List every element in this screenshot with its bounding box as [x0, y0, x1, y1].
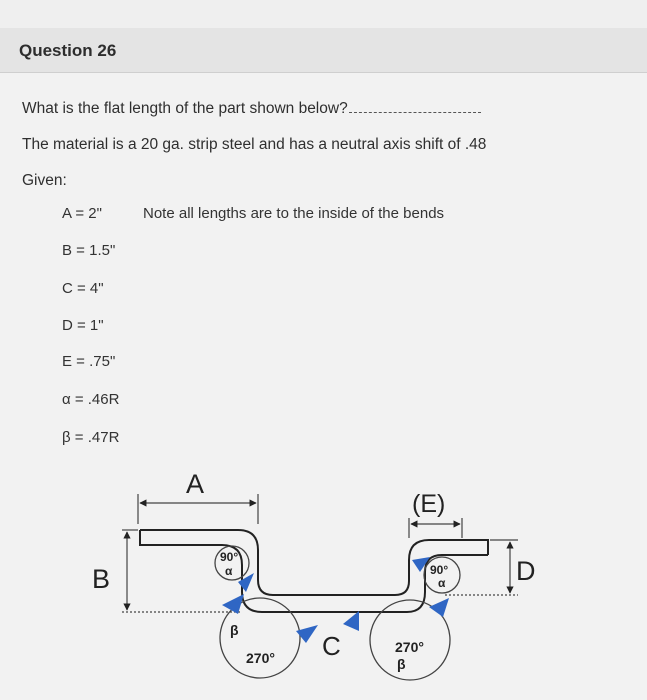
label-c: C	[322, 631, 341, 661]
label-a: A	[186, 469, 205, 499]
bend-left-angle: 90°	[220, 550, 239, 564]
angle-270-left: 270°	[246, 650, 275, 666]
prompt-text: What is the flat length of the part shown below?	[22, 100, 348, 117]
blue-arrow-right-bottom	[429, 598, 449, 617]
dimension-e	[409, 518, 462, 538]
given-e: E = .75"	[62, 353, 116, 370]
blue-arrow-left-mid	[238, 573, 254, 592]
given-a: A = 2"	[62, 205, 102, 222]
bend-right-angle: 90°	[430, 563, 449, 577]
label-b: B	[92, 564, 111, 594]
question-title: Question 26	[19, 41, 117, 60]
label-e: (E)	[412, 490, 446, 518]
blue-arrow-left-bottom	[222, 594, 244, 614]
bends-note: Note all lengths are to the inside of the bends	[143, 205, 445, 222]
given-alpha: α = .46R	[62, 391, 120, 408]
given-d: D = 1"	[62, 317, 104, 334]
bend-right-symbol: α	[438, 576, 446, 590]
bend-left-symbol: α	[225, 564, 233, 578]
material-text: The material is a 20 ga. strip steel and has a neutral axis shift of .48	[22, 136, 487, 153]
angle-270-right: 270°	[395, 639, 424, 655]
given-b: B = 1.5"	[62, 242, 116, 259]
blue-arrow-c	[343, 611, 359, 631]
given-beta: β = .47R	[62, 429, 120, 446]
label-d: D	[516, 556, 536, 586]
beta-right: β	[397, 656, 406, 672]
given-c: C = 4"	[62, 280, 104, 297]
beta-left: β	[230, 622, 239, 638]
given-label: Given:	[22, 172, 67, 189]
